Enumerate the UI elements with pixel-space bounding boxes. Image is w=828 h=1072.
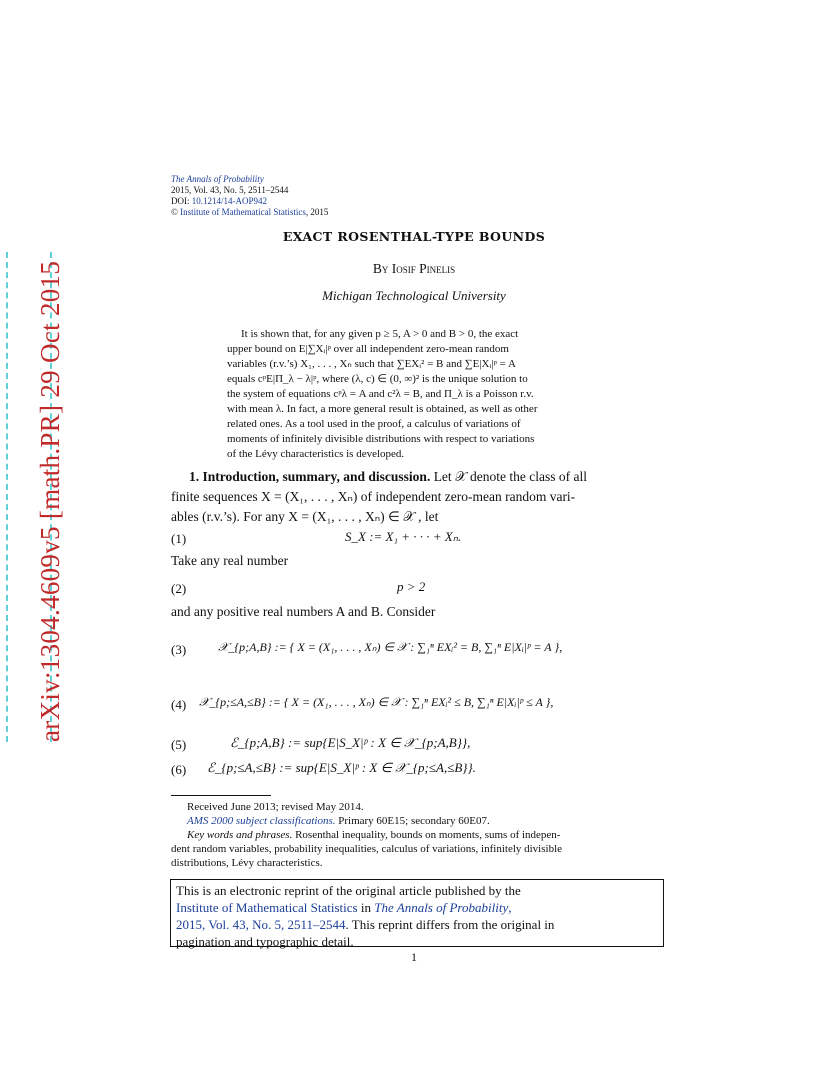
equation-body: ℰ_{p;≤A,≤B} := sup{E|S_X|ᵖ : X ∈ 𝒳_{p;≤A,≤B}}. [207, 760, 476, 775]
reprint-comma: , [508, 900, 512, 915]
keywords-label: Key words and phrases. [187, 829, 293, 841]
equation-body: 𝒳_{p;≤A,≤B} := { X = (X₁, . . . , Xₙ) ∈ 𝒳 : ∑₁ⁿ EXᵢ² ≤ B, ∑₁ⁿ E|Xᵢ|ᵖ ≤ A }, [199, 695, 554, 709]
reprint-line-3 [176, 916, 658, 933]
copyright-symbol: © [171, 207, 178, 217]
intro-line: ables (r.v.’s). For any X = (X₁, . . . , Xₙ) ∈ 𝒳 , let [171, 509, 439, 524]
footnotes [171, 800, 657, 870]
abstract-line: variables (r.v.’s) X₁, . . . , Xₙ such that ∑EXᵢ² = B and ∑E|Xᵢ|ᵖ = A [227, 358, 516, 370]
abstract-line: with mean λ. In fact, a more general result is obtained, as well as other [227, 403, 538, 415]
equation-body: ℰ_{p;A,B} := sup{E|S_X|ᵖ : X ∈ 𝒳_{p;A,B}}, [230, 735, 471, 750]
abstract-line: of the Lévy characteristics is developed. [227, 448, 405, 460]
copyright-line [171, 207, 328, 218]
ams-line [171, 814, 657, 828]
abstract-line: moments of infinitely divisible distributions with respect to variations [227, 433, 535, 445]
equation-number: (4) [171, 697, 187, 712]
reprint-citation-link[interactable]: 2015, Vol. 43, No. 5, 2511–2544 [176, 917, 346, 932]
abstract-line: related ones. As a tool used in the proof, a calculus of variations of [227, 418, 521, 430]
doi-line [171, 196, 267, 207]
reprint-in: in [357, 900, 375, 915]
keywords-text: Rosenthal inequality, bounds on moments, sums of indepen- [292, 829, 561, 841]
keywords-line [171, 828, 657, 842]
equation-body: S_X := X₁ + · · · + Xₙ. [345, 529, 462, 544]
received-line: Received June 2013; revised May 2014. [187, 801, 364, 813]
doi-label: DOI: [171, 196, 192, 206]
abstract-line: upper bound on E|∑Xᵢ|ᵖ over all independent zero-mean random [227, 343, 509, 355]
equation-body: 𝒳_{p;A,B} := { X = (X₁, . . . , Xₙ) ∈ 𝒳 : ∑₁ⁿ EXᵢ² = B, ∑₁ⁿ E|Xᵢ|ᵖ = A }, [218, 640, 563, 654]
copyright-org-link[interactable]: Institute of Mathematical Statistics [180, 207, 306, 217]
intro-line: Let 𝒳 denote the class of all [433, 469, 587, 484]
abstract-line: It is shown that, for any given p ≥ 5, A > 0 and B > 0, the exact [241, 328, 519, 340]
arxiv-identifier[interactable]: arXiv:1304.4609v5 [math.PR] 29 Oct 2015 [35, 260, 65, 742]
section-intro [171, 467, 657, 527]
reprint-line-1: This is an electronic reprint of the original article published by the [176, 883, 521, 898]
equation-number: (2) [171, 581, 187, 596]
ams-text: Primary 60E15; secondary 60E07. [335, 815, 490, 827]
reprint-org-link[interactable]: Institute of Mathematical Statistics [176, 900, 358, 915]
reprint-notice [170, 879, 664, 947]
take-line: Take any real number [171, 553, 289, 568]
page-number: 1 [411, 950, 417, 964]
doi-link[interactable]: 10.1214/14-AOP942 [191, 196, 268, 206]
reprint-rest: . This reprint differs from the original in [345, 917, 555, 932]
equation-number: (3) [171, 642, 187, 657]
section-heading: 1. Introduction, summary, and discussion. [189, 469, 431, 484]
journal-name[interactable]: The Annals of Probability [171, 174, 264, 184]
equation-number: (6) [171, 762, 187, 777]
ams-link[interactable]: AMS 2000 subject classifications. [187, 815, 336, 827]
copyright-year: , 2015 [305, 207, 329, 217]
keywords-line-2: dent random variables, probability inequalities, calculus of variations, infinitely divisible [171, 843, 563, 855]
volume-line: 2015, Vol. 43, No. 5, 2511–2544 [171, 185, 289, 195]
paper-title: EXACT ROSENTHAL-TYPE BOUNDS [282, 229, 546, 244]
abstract [227, 327, 600, 462]
reprint-line-2 [176, 899, 658, 916]
intro-line: finite sequences X = (X₁, . . . , Xₙ) of independent zero-mean random vari- [171, 489, 576, 504]
footnote-rule [171, 795, 271, 796]
abstract-line: equals cᵖE|Π_λ − λ|ᵖ, where (λ, c) ∈ (0, ∞)² is the unique solution to [227, 373, 528, 385]
equation-number: (5) [171, 737, 187, 752]
equation-number: (1) [171, 531, 187, 546]
affiliation: Michigan Technological University [322, 288, 506, 303]
consider-line: and any positive real numbers A and B. Consider [171, 604, 436, 619]
author: By Iosif Pinelis [372, 261, 456, 276]
equation-body: p > 2 [397, 579, 426, 594]
reprint-line-4: pagination and typographic detail. [176, 934, 354, 949]
keywords-line-3: distributions, Lévy characteristics. [171, 857, 323, 869]
abstract-line: the system of equations cᵖλ = A and c²λ = B, and Π_λ is a Poisson r.v. [227, 388, 534, 400]
reprint-journal-link[interactable]: The Annals of Probability [374, 900, 509, 915]
